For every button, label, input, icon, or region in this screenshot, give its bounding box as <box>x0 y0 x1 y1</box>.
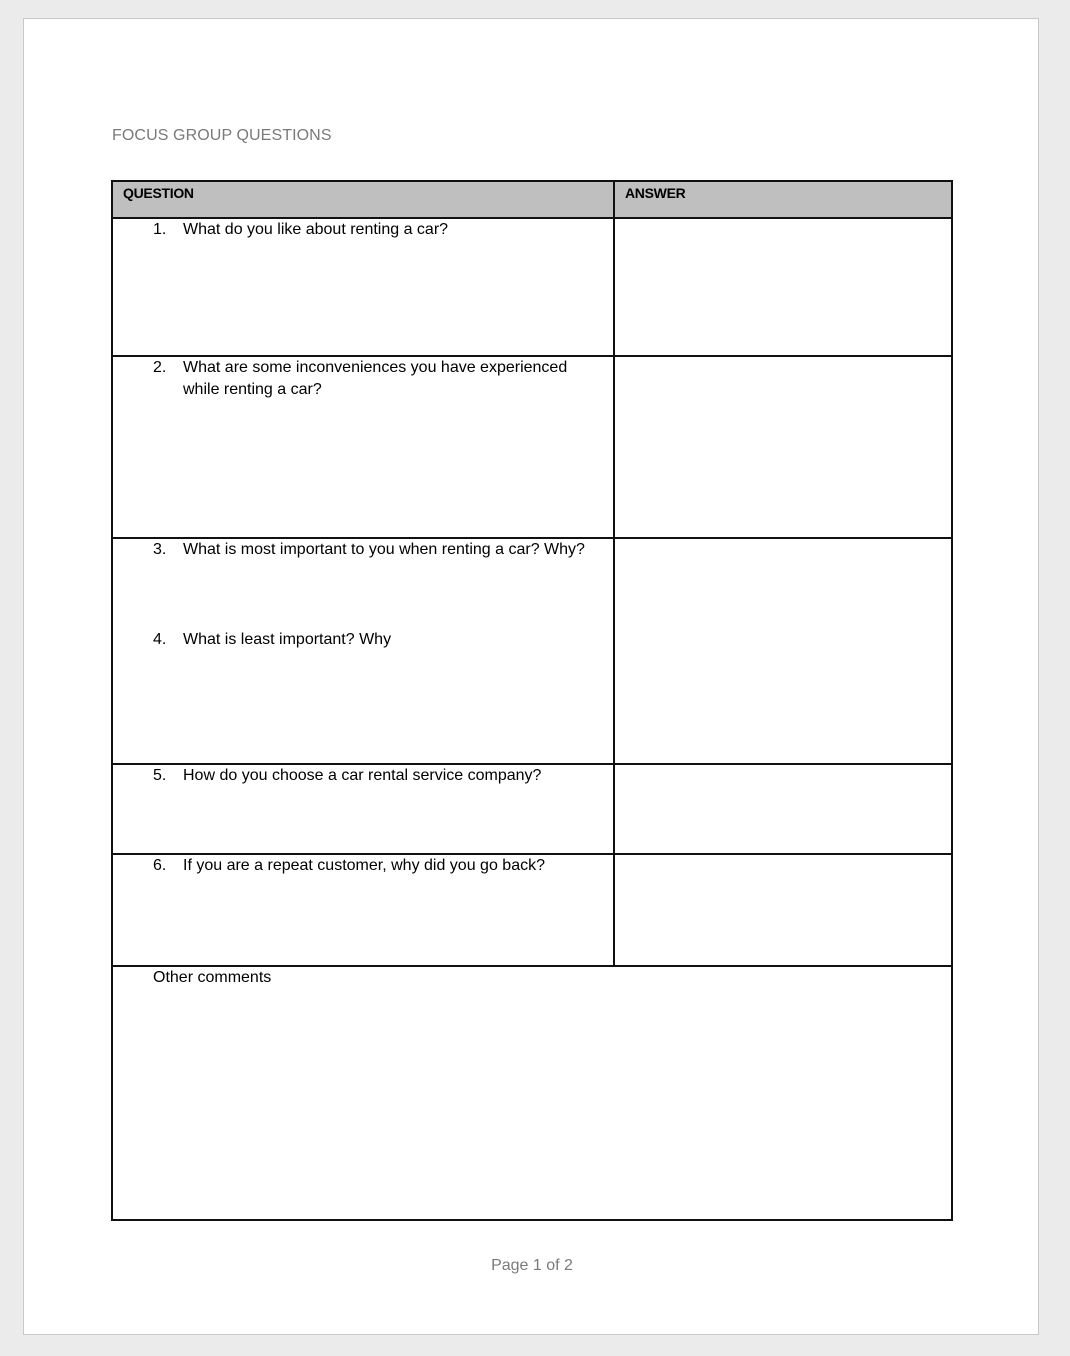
document-title: FOCUS GROUP QUESTIONS <box>112 127 332 144</box>
answer-cell[interactable] <box>614 218 952 356</box>
question-text: How do you choose a car rental service company? <box>183 767 542 784</box>
table-row <box>112 764 952 854</box>
question-item <box>113 539 613 561</box>
table-row <box>112 218 952 356</box>
question-cell <box>112 854 614 966</box>
question-text: If you are a repeat customer, why did you go back? <box>183 857 545 874</box>
answer-cell[interactable] <box>614 538 952 764</box>
question-number: 5. <box>153 767 167 784</box>
question-text: What do you like about renting a car? <box>183 221 449 238</box>
question-cell <box>112 538 614 764</box>
question-text: What is most important to you when renting a car? Why? <box>183 541 585 558</box>
question-item <box>113 357 613 401</box>
answer-cell[interactable] <box>614 356 952 538</box>
question-item <box>113 629 613 651</box>
table-row <box>112 854 952 966</box>
comments-cell[interactable] <box>112 966 952 1220</box>
table-header-row <box>112 181 952 218</box>
page-number: Page 1 of 2 <box>491 1257 573 1274</box>
question-number: 1. <box>153 221 167 238</box>
question-item <box>113 219 613 241</box>
comments-row <box>112 966 952 1220</box>
question-number: 3. <box>153 541 167 558</box>
answer-cell[interactable] <box>614 764 952 854</box>
header-answer: ANSWER <box>614 181 952 218</box>
header-question: QUESTION <box>112 181 614 218</box>
question-number: 4. <box>153 631 167 648</box>
question-cell <box>112 764 614 854</box>
table-row <box>112 356 952 538</box>
spacer <box>113 561 613 629</box>
question-cell <box>112 356 614 538</box>
question-number: 6. <box>153 857 167 874</box>
questions-table <box>111 180 953 1221</box>
question-number: 2. <box>153 359 167 376</box>
comments-label: Other comments <box>153 969 272 986</box>
answer-cell[interactable] <box>614 854 952 966</box>
question-item <box>113 855 613 877</box>
question-item <box>113 765 613 787</box>
question-text: What are some inconveniences you have experienced while renting a car? <box>183 359 568 398</box>
question-cell <box>112 218 614 356</box>
document-page <box>23 18 1039 1335</box>
table-row <box>112 538 952 764</box>
question-text: What is least important? Why <box>183 631 392 648</box>
